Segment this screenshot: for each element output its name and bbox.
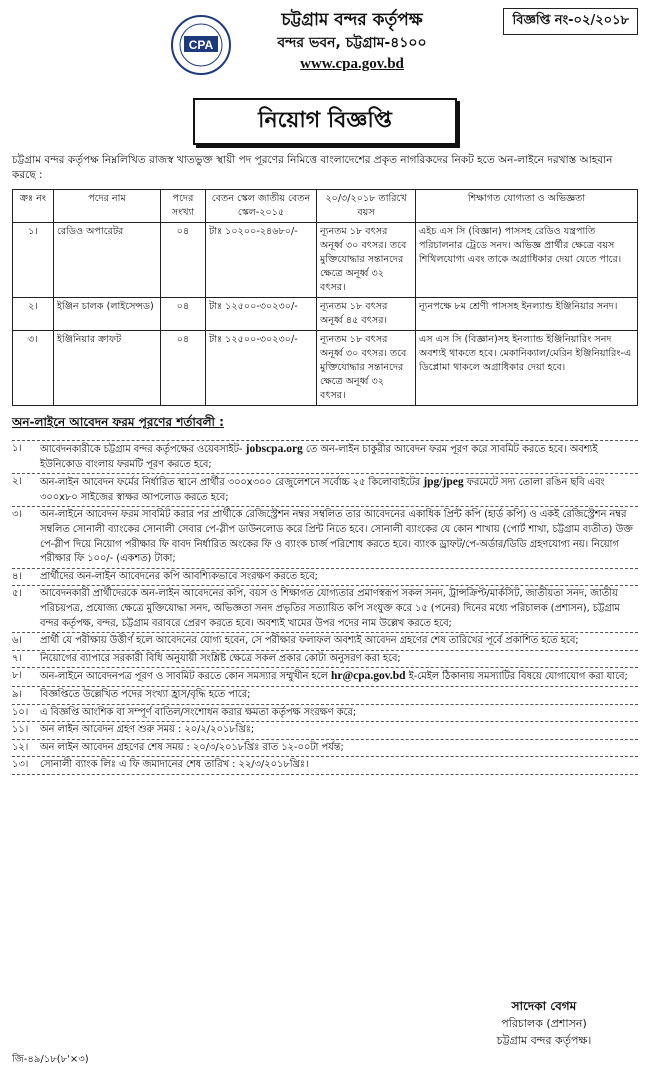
term-text: অন লাইন আবেদন গ্রহণের শেষ সময় : ২০/৩/২০১৮খ্রিঃ রাত ১২-০০টা পর্যন্ত; <box>40 741 344 753</box>
list-item <box>12 651 638 669</box>
term-text: প্রার্থীদের অন-লাইন আবেদনের কপি আবশ্যিকভাবে সংরক্ষণ করতে হবে; <box>40 570 318 582</box>
list-item <box>12 507 638 568</box>
table-row <box>13 223 638 298</box>
term-text: অন-লাইনে আবেদনপত্র পূরণ ও সাবমিট করতে কোন সমস্যার সম্মুখীন হলে hr@cpa.gov.bd ই-মেইল ঠিকানায় সমস্যাটির বিষয়ে যোগাযোগ করা যাবে; <box>40 670 628 683</box>
term-number: ১৩। <box>12 759 29 771</box>
logo-text: CPA <box>188 38 214 52</box>
term-text: অন লাইন আবেদন গ্রহণ শুরু সময় : ২০/২/২০১৮খ্রিঃ; <box>40 724 255 736</box>
list-item <box>12 722 638 740</box>
list-item <box>12 757 638 775</box>
term-text: আবেদনকারীকে চট্টগ্রাম বন্দর কর্তৃপক্ষের ওয়েবসাইট- jobscpa.org তে অন-লাইন চাকুরীর আবেদন ফরম পূরণ করে সাবমিট করতে হবে। অবশ্যই ইউনিকোড বাংলায় ফরমটি পূরণ করতে হবে; <box>40 443 598 470</box>
org-block <box>242 8 462 74</box>
cell-post-name: ইঞ্জিনিয়ার ক্রাফট <box>54 331 161 406</box>
notice-banner-title: নিয়োগ বিজ্ঞপ্তি <box>193 98 457 145</box>
term-text: প্রার্থী যে পরীক্ষায় উত্তীর্ণ হলে আবেদনের যোগ্য হবেন, সে পরীক্ষার ফলাফল অবশ্যই আবেদন গ্রহণের শেষ তারিখের পূর্বে প্রকাশিত হতে হবে; <box>40 635 579 647</box>
photo-format-text: jpg/jpeg <box>423 476 464 489</box>
term-text: নিয়োগের ব্যাপারে সরকারী বিধি অনুযায়ী সংশ্লিষ্ট ক্ষেত্রে সকল প্রকার কোটা অনুসরণ করা হবে; <box>40 652 401 664</box>
cell-age: ন্যূনতম ১৮ বৎসর অনূর্ধ্ব ৪৫ বৎসর। <box>317 298 416 331</box>
notice-ref-number: বিজ্ঞপ্তি নং-০২/২০১৮ <box>503 8 638 35</box>
org-address: বন্দর ভবন, চট্টগ্রাম-৪১০০ <box>277 35 427 51</box>
list-item <box>12 633 638 651</box>
terms-list <box>12 440 638 775</box>
term-text: অন-লাইনে আবেদন ফরম সাবমিট করার পর প্রার্থীকে রেজিস্ট্রেশন নম্বর সম্বলিত তার আবেদনের একাধিক প্রিন্ট কপি (হার্ড কপি) ও একই রেজিস্ট্রেশন নম্বর সম্বলিত সোনালী ব্যাংকের সোনালী সেবার পে-স্লীপ ডাউনলোড করে প্রিন্ট নিতে হবে। সোনালী ব্যাংকের যে কোন শাখায় (পোর্ট শাখা, চট্টগ্রাম ব্যতীত) উক্ত পে-স্লীপ দিয়ে নিয়োগ পরীক্ষার ফি বাবদ নির্ধারিত অংকের ফি ও ব্যাংক চার্জ পরিশোধ করতে হবে। ব্যাংক ড্রাফট/পে-অর্ডার/ডিডি গ্রহণযোগ্য নয়। নিয়োগ পরীক্ষার ফি ১০০/- (একশত) টাকা; <box>40 509 633 565</box>
cell-age: ন্যূনতম ১৮ বৎসর অনূর্ধ্ব ৩০ বৎসর। তবে মুক্তিযোদ্ধার সন্তানদের ক্ষেত্রে অনূর্ধ্ব ৩২ বৎসর। <box>317 331 416 406</box>
org-website-link[interactable]: www.cpa.gov.bd <box>300 56 404 72</box>
cell-pay-scale: টাঃ ১২৫০০-৩০২৩০/- <box>206 298 317 331</box>
cell-qualification: ন্যূনপক্ষে ৮ম শ্রেণী পাসসহ ইনল্যান্ড ইঞ্জিনিয়ার সনদ। <box>416 298 638 331</box>
cell-qualification: এইচ এস সি (বিজ্ঞান) পাসসহ রেডিও যন্ত্রপাতি পরিচালনার ট্রেডে সনদ। অভিজ্ঞ প্রার্থীর ক্ষেত্রে বয়স শিথিলযোগ্য এবং তাকে অগ্রাধিকার দেয়া যেতে পারে। <box>416 223 638 298</box>
table-header-row <box>13 190 638 223</box>
list-item <box>12 474 638 507</box>
list-item <box>12 586 638 633</box>
term-text: আবেদনকারী প্রার্থীদেরকে অন-লাইন আবেদনের কপি, বয়স ও শিক্ষাগত যোগ্যতার প্রমাণস্বরূপ সকল সনদ, ট্রান্সক্রিপ্ট/মার্কসিট, জাতীয়তা সনদ, জাতীয় পরিচয়পত্র, প্রযোজ্য ক্ষেত্রে মুক্তিযোদ্ধা সনদ, অভিজ্ঞতা সনদ প্রভৃতির সত্যায়িত কপি সংযুক্ত করে ১৫ (পনের) দিনের মধ্যে পরিচালক (প্রশাসন), চট্টগ্রাম বন্দর কর্তৃপক্ষ, বন্দর, চট্টগ্রাম বরাবরে প্রেরণ করতে হবে। অবশ্যই খামের উপর পদের নাম উল্লেখ করতে হবে; <box>40 588 620 629</box>
term-text: অন-লাইন আবেদন ফর্মের নির্ধারিত স্থানে প্রার্থীর ৩০০x৩০০ রেজুলেশনে সর্বোচ্চ ২৫ কিলোবাইটের jpg/jpeg ফরমেটে সদ্য তোলা রঙিন ছবি এবং ৩০০x৮০ সাইজের স্বাক্ষর আপলোড করতে হবে; <box>40 476 605 503</box>
term-number: ১১। <box>12 724 29 736</box>
list-item <box>12 705 638 723</box>
term-text: এ বিজ্ঞপ্তি আংশিক বা সম্পূর্ণ বাতিল/সংশোধন করার ক্ষমতা কর্তৃপক্ষ সংরক্ষণ করে; <box>40 706 357 718</box>
cell-serial: ২। <box>13 298 54 331</box>
support-email-link[interactable]: hr@cpa.gov.bd <box>330 670 406 683</box>
cell-post-name: রেডিও অপারেটর <box>54 223 161 298</box>
term-number: ২। <box>12 476 22 488</box>
cell-qualification: এস এস সি (বিজ্ঞান)সহ ইনল্যান্ড ইঞ্জিনিয়ারিং সনদ অবশ্যই থাকতে হবে। মেকানিক্যাল/মেরিন ইঞ্জিনিয়ারিং-এ ডিপ্লোমা থাকলে অগ্রাধিকার দেয়া হবে। <box>416 331 638 406</box>
col-header-serial: ক্রঃ নং <box>13 190 54 223</box>
jobs-site-link[interactable]: jobscpa.org <box>245 443 303 455</box>
col-header-post-count: পদের সংখ্যা <box>161 190 206 223</box>
term-number: ১২। <box>12 741 29 753</box>
term-text: সোনালী ব্যাংক লিঃ এ ফি জমাদানের শেষ তারিখ : ২২/৩/২০১৮খ্রিঃ। <box>40 759 309 771</box>
posts-table <box>12 189 638 406</box>
signatory-title: পরিচালক (প্রশাসন) <box>501 1017 587 1030</box>
term-number: ৭। <box>12 652 22 664</box>
col-header-post-name: পদের নাম <box>54 190 161 223</box>
intro-text: চট্টগ্রাম বন্দর কর্তৃপক্ষ নিম্নলিখিত রাজস্ব খাতভুক্ত স্থায়ী পদ পূরণের নিমিত্তে বাংলাদেশের প্রকৃত নাগরিকদের নিকট হতে অন-লাইনে দরখাস্ত আহবান করছে : <box>12 154 613 181</box>
terms-title: অন-লাইনে আবেদন ফরম পূরণের শর্তাবলী : <box>12 415 224 429</box>
table-row <box>13 331 638 406</box>
cell-serial: ১। <box>13 223 54 298</box>
list-item <box>12 740 638 758</box>
list-item <box>12 441 638 474</box>
col-header-pay-scale: বেতন স্কেল জাতীয় বেতন স্কেল-২০১৫ <box>206 190 317 223</box>
col-header-age: ২০/৩/২০১৮ তারিখে বয়স <box>317 190 416 223</box>
cell-post-name: ইঞ্জিন চালক (লাইসেন্সড) <box>54 298 161 331</box>
cell-post-count: ০৪ <box>161 298 206 331</box>
cell-post-count: ০৪ <box>161 223 206 298</box>
term-text: বিজ্ঞপ্তিতে উল্লেখিত পদের সংখ্যা হ্রাস/বৃদ্ধি হতে পারে; <box>40 688 251 700</box>
signatory-name: সাদেকা বেগম <box>511 999 577 1013</box>
term-number: ৩। <box>12 509 22 521</box>
cpa-logo-icon <box>170 14 232 76</box>
signatory-org: চট্টগ্রাম বন্দর কর্তৃপক্ষ। <box>496 1034 592 1047</box>
list-item <box>12 569 638 587</box>
list-item <box>12 687 638 705</box>
term-number: ৪। <box>12 570 22 582</box>
cell-serial: ৩। <box>13 331 54 406</box>
term-number: ১০। <box>12 706 29 718</box>
cell-pay-scale: টাঃ ১২৫০০-৩০২৩০/- <box>206 331 317 406</box>
signature-block <box>464 998 624 1049</box>
cell-pay-scale: টাঃ ১০২০০-২৪৬৮০/- <box>206 223 317 298</box>
term-number: ৬। <box>12 635 22 647</box>
list-item <box>12 668 638 687</box>
term-number: ১। <box>12 443 22 454</box>
term-number: ৮। <box>12 670 22 682</box>
term-number: ৫। <box>12 588 22 600</box>
org-name: চট্টগ্রাম বন্দর কর্তৃপক্ষ <box>281 10 423 30</box>
cell-post-count: ০৪ <box>161 331 206 406</box>
cell-age: ন্যূনতম ১৮ বৎসর অনূর্ধ্ব ৩০ বৎসর। তবে মুক্তিযোদ্ধার সন্তানদের ক্ষেত্রে অনূর্ধ্ব ৩২ বৎসর। <box>317 223 416 298</box>
table-row <box>13 298 638 331</box>
header <box>12 6 638 94</box>
print-code: জি-৪৯/১৮(৮'×৩) <box>12 1054 89 1065</box>
term-number: ৯। <box>12 688 22 700</box>
col-header-qualification: শিক্ষাগত যোগ্যতা ও অভিজ্ঞতা <box>416 190 638 223</box>
